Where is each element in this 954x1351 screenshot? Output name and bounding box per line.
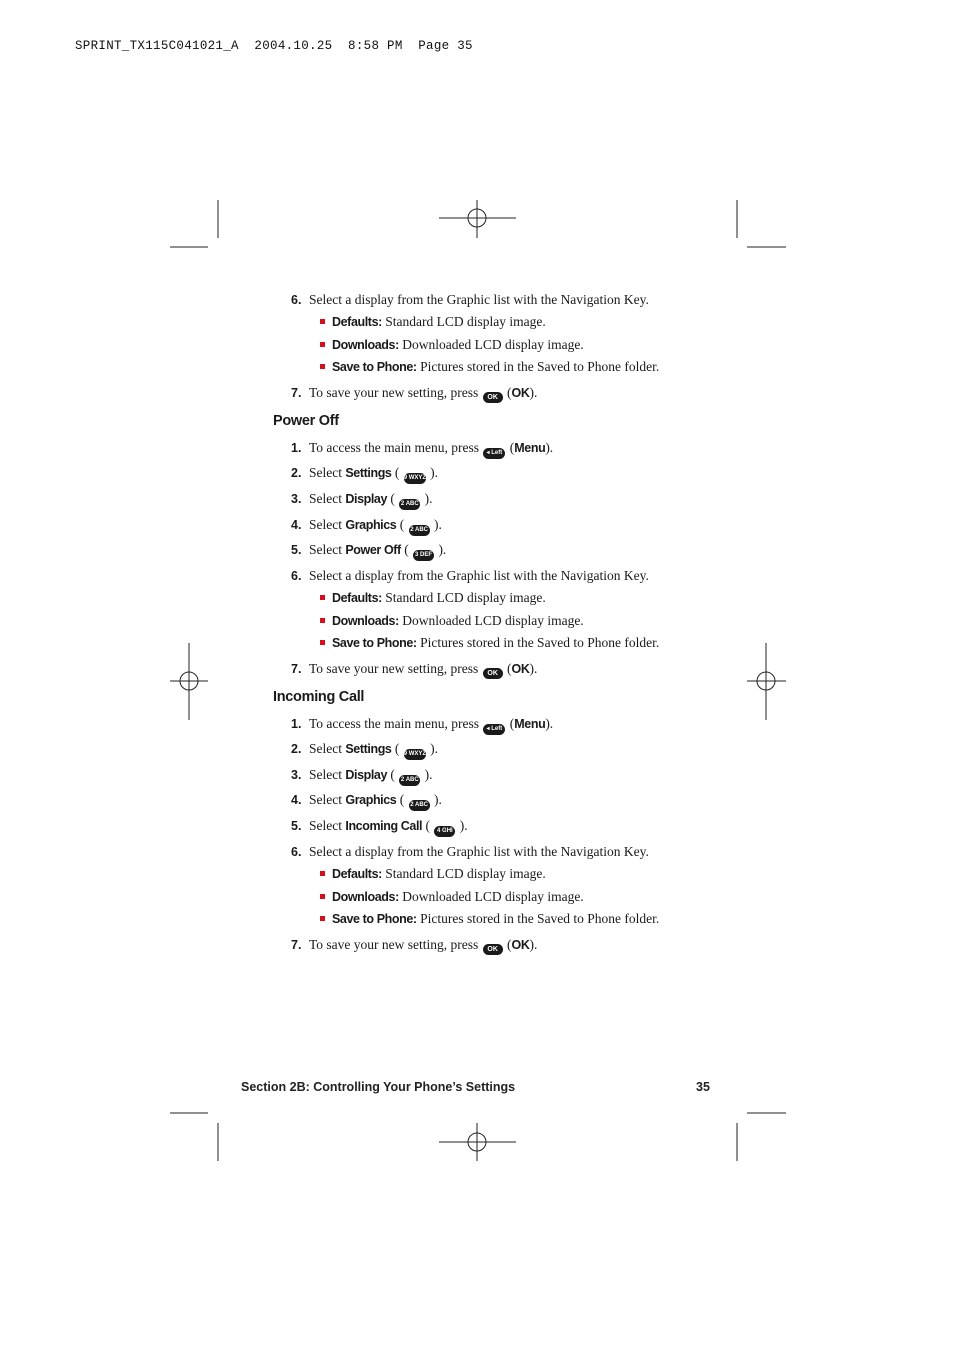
menu-option-label: OK: [511, 662, 530, 676]
step-text-run: ).: [529, 385, 538, 400]
step-text-run: (: [506, 716, 515, 731]
step-number: 6.: [291, 293, 302, 307]
phone-key-icon: OK: [483, 944, 503, 955]
bullet-description: Standard LCD display image.: [381, 590, 546, 605]
bullet-square-icon: [320, 595, 325, 600]
step-number: 6.: [291, 569, 302, 583]
bullet-text: [332, 337, 584, 353]
menu-option-label: Settings: [345, 742, 392, 756]
bullet-square-icon: [320, 319, 325, 324]
step-text: [309, 568, 649, 584]
bullet-square-icon: [320, 364, 325, 369]
bullet-label: Defaults:: [332, 315, 382, 329]
step-number: 1.: [291, 441, 302, 455]
step-text: [309, 792, 442, 811]
bullet-label: Downloads:: [332, 890, 399, 904]
step-text: [309, 491, 433, 510]
bullet-text: [332, 314, 546, 330]
footer-section-title: Section 2B: Controlling Your Phone’s Settings: [241, 1080, 516, 1094]
phone-key-icon: ◂ Left: [483, 724, 505, 735]
phone-key-icon: 9 WXYZ: [404, 473, 426, 484]
step-text: [309, 661, 537, 679]
bullet-text: [332, 889, 584, 905]
step-text-run: (: [396, 517, 408, 532]
step-number: 4.: [291, 793, 302, 807]
step-text-run: Select: [309, 517, 346, 532]
step-text-run: Select: [309, 818, 346, 833]
bullet-description: Pictures stored in the Saved to Phone folder.: [416, 359, 660, 374]
step-number: 7.: [291, 662, 302, 676]
step-text-run: ).: [545, 716, 554, 731]
bullet-label: Defaults:: [332, 591, 382, 605]
bullet-text: [332, 635, 659, 651]
step-text-run: (: [391, 465, 403, 480]
step-number: 3.: [291, 768, 302, 782]
bullet-square-icon: [320, 342, 325, 347]
step-text-run: ).: [529, 937, 538, 952]
step-number: 6.: [291, 845, 302, 859]
menu-option-label: Display: [345, 768, 388, 782]
menu-option-label: OK: [511, 386, 530, 400]
bullet-text: [332, 359, 659, 375]
step-text-run: To save your new setting, press: [309, 937, 482, 952]
menu-option-label: Incoming Call: [345, 819, 423, 833]
footer-page-number: 35: [696, 1080, 710, 1094]
phone-key-icon: 2 ABC: [399, 775, 420, 786]
step-text: [309, 844, 649, 860]
step-text: [309, 542, 446, 561]
section-heading: Incoming Call: [273, 689, 365, 705]
menu-option-label: Settings: [345, 466, 392, 480]
step-number: 7.: [291, 938, 302, 952]
bullet-label: Downloads:: [332, 614, 399, 628]
step-text-run: ).: [435, 542, 447, 557]
step-text-run: (: [422, 818, 434, 833]
bullet-label: Save to Phone:: [332, 636, 417, 650]
menu-option-label: Menu: [514, 441, 546, 455]
bullet-description: Standard LCD display image.: [381, 314, 546, 329]
step-text-run: Select: [309, 491, 346, 506]
bullet-square-icon: [320, 640, 325, 645]
phone-key-icon: 9 WXYZ: [404, 749, 426, 760]
step-text-run: ).: [421, 491, 433, 506]
bullet-description: Standard LCD display image.: [381, 866, 546, 881]
step-text-run: To save your new setting, press: [309, 661, 482, 676]
bullet-text: [332, 613, 584, 629]
section-heading: Power Off: [273, 413, 339, 429]
step-text-run: To save your new setting, press: [309, 385, 482, 400]
step-text-run: (: [387, 767, 399, 782]
bullet-label: Save to Phone:: [332, 360, 417, 374]
step-text: [309, 818, 468, 837]
step-text-run: Select a display from the Graphic list with the Navigation Key.: [309, 844, 649, 859]
step-text-run: (: [396, 792, 408, 807]
step-number: 2.: [291, 466, 302, 480]
step-text: [309, 385, 537, 403]
menu-option-label: Graphics: [345, 793, 397, 807]
step-text-run: Select: [309, 767, 346, 782]
step-text-run: ).: [430, 792, 442, 807]
step-number: 2.: [291, 742, 302, 756]
step-text-run: Select a display from the Graphic list with the Navigation Key.: [309, 568, 649, 583]
step-text: [309, 741, 438, 760]
bullet-description: Pictures stored in the Saved to Phone folder.: [416, 911, 660, 926]
bullet-label: Defaults:: [332, 867, 382, 881]
bullet-square-icon: [320, 894, 325, 899]
step-number: 5.: [291, 543, 302, 557]
step-text-run: (: [503, 937, 512, 952]
step-text-run: (: [391, 741, 403, 756]
step-number: 5.: [291, 819, 302, 833]
bullet-description: Downloaded LCD display image.: [398, 337, 584, 352]
step-text: [309, 767, 433, 786]
step-text-run: ).: [529, 661, 538, 676]
phone-key-icon: 2 ABC: [409, 800, 430, 811]
bullet-square-icon: [320, 916, 325, 921]
step-text-run: (: [503, 385, 512, 400]
menu-option-label: Graphics: [345, 518, 397, 532]
step-text: [309, 517, 442, 536]
phone-key-icon: OK: [483, 668, 503, 679]
bullet-text: [332, 590, 546, 606]
step-text-run: ).: [421, 767, 433, 782]
step-text-run: (: [503, 661, 512, 676]
step-text-run: (: [506, 440, 515, 455]
phone-key-icon: 2 ABC: [399, 499, 420, 510]
step-text-run: Select: [309, 741, 346, 756]
step-text-run: (: [400, 542, 413, 557]
step-text-run: Select: [309, 465, 346, 480]
step-text: [309, 465, 438, 484]
phone-key-icon: 2 ABC: [409, 525, 430, 536]
step-number: 4.: [291, 518, 302, 532]
step-text-run: To access the main menu, press: [309, 716, 483, 731]
phone-key-icon: 4 GHI: [434, 826, 455, 837]
step-number: 1.: [291, 717, 302, 731]
menu-option-label: Menu: [514, 717, 546, 731]
bullet-label: Save to Phone:: [332, 912, 417, 926]
step-text-run: To access the main menu, press: [309, 440, 483, 455]
step-text-run: Select a display from the Graphic list with the Navigation Key.: [309, 292, 649, 307]
step-text-run: Select: [309, 542, 346, 557]
bullet-square-icon: [320, 618, 325, 623]
print-slug: SPRINT_TX115C041021_A 2004.10.25 8:58 PM Page 35: [75, 39, 473, 53]
bullet-description: Downloaded LCD display image.: [398, 613, 584, 628]
menu-option-label: Power Off: [345, 543, 401, 557]
step-text: [309, 716, 553, 735]
step-text-run: ).: [426, 465, 438, 480]
bullet-square-icon: [320, 871, 325, 876]
step-number: 7.: [291, 386, 302, 400]
step-text: [309, 937, 537, 955]
menu-option-label: Display: [345, 492, 388, 506]
step-text-run: ).: [545, 440, 554, 455]
step-text-run: (: [387, 491, 399, 506]
bullet-description: Pictures stored in the Saved to Phone folder.: [416, 635, 660, 650]
step-text-run: ).: [430, 517, 442, 532]
bullet-label: Downloads:: [332, 338, 399, 352]
step-text-run: Select: [309, 792, 346, 807]
step-text: [309, 292, 649, 308]
step-number: 3.: [291, 492, 302, 506]
phone-key-icon: 3 DEF: [413, 550, 434, 561]
bullet-text: [332, 866, 546, 882]
phone-key-icon: ◂ Left: [483, 448, 505, 459]
step-text-run: ).: [456, 818, 468, 833]
step-text-run: ).: [426, 741, 438, 756]
bullet-description: Downloaded LCD display image.: [398, 889, 584, 904]
bullet-text: [332, 911, 659, 927]
phone-key-icon: OK: [483, 392, 503, 403]
step-text: [309, 440, 553, 459]
menu-option-label: OK: [511, 938, 530, 952]
